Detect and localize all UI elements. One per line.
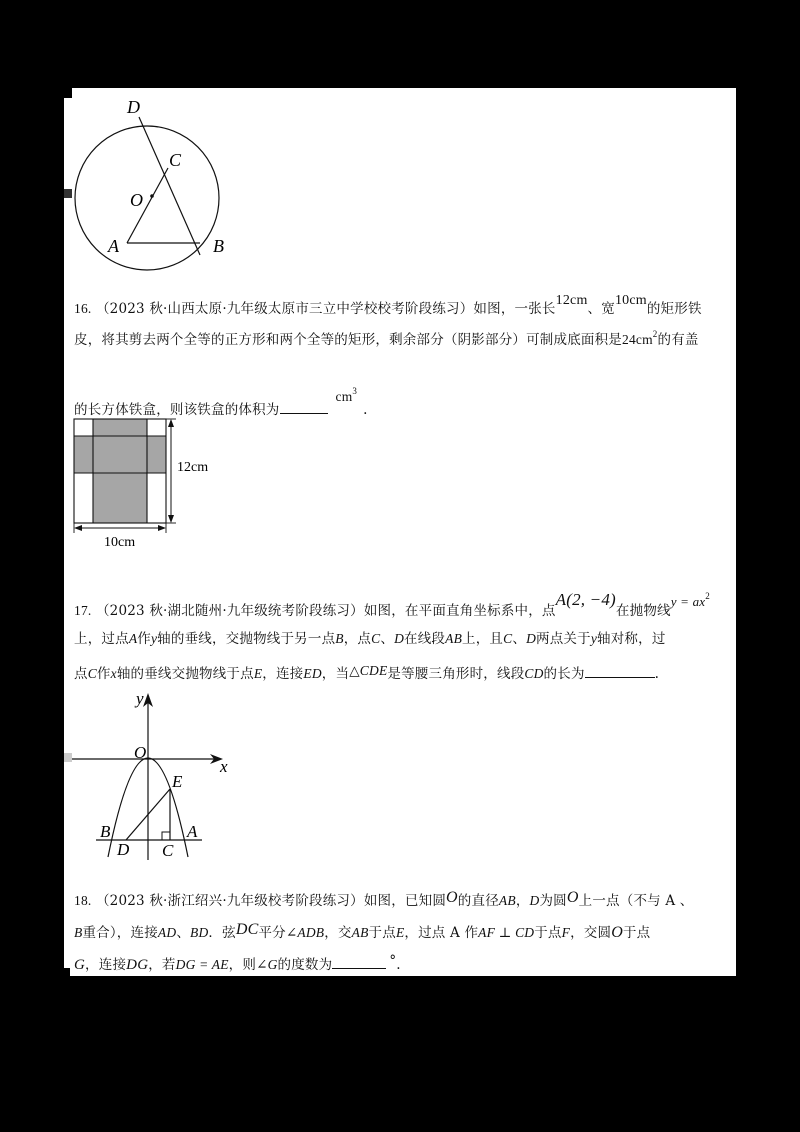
q18-number: 18. bbox=[74, 893, 92, 908]
q17-line-2: 上，过点A作y轴的垂线，交抛物线于另一点B，点C、D在线段AB上，且C、D两点关于y轴对称，过 bbox=[74, 631, 666, 647]
label-A: A bbox=[108, 236, 119, 256]
label-O: O bbox=[134, 743, 147, 762]
q18-line-1: 18. （2023 秋·浙江绍兴·九年级校考阶段练习）如图，已知圆O的直径AB，D为圆O上一点（不与 A 、 bbox=[74, 889, 694, 909]
circle-triangle-figure bbox=[60, 85, 260, 280]
label-E: E bbox=[172, 772, 183, 791]
label-y: y bbox=[136, 689, 144, 708]
label-C: C bbox=[169, 150, 182, 170]
height-label: 12cm bbox=[177, 460, 209, 475]
iron-sheet-figure bbox=[60, 405, 280, 555]
q17-number: 17. bbox=[74, 603, 92, 618]
label-O: O bbox=[130, 190, 143, 210]
parabola-figure bbox=[60, 685, 260, 865]
label-D: D bbox=[127, 97, 140, 117]
label-B: B bbox=[100, 822, 111, 841]
q16-line-1: 16. （2023 秋·山西太原·九年级太原市三立中学校校考阶段练习）如图，一张长12cm、宽10cm的矩形铁 bbox=[74, 293, 702, 317]
q18-line-2: B重合），连接AD、BD．弦DC平分∠ADB，交AB于点E，过点 A 作AF ⊥ CD于点F，交圆O于点 bbox=[74, 921, 651, 941]
q16-line-2: 皮，将其剪去两个全等的正方形和两个全等的矩形，剩余部分（阴影部分）可制成底面积是$24cm^2$的有盖 bbox=[74, 329, 699, 348]
q16-number: 16. bbox=[74, 301, 92, 316]
label-B: B bbox=[213, 236, 224, 256]
label-x: x bbox=[220, 757, 228, 776]
q17-source: （2023 秋·湖北随州·九年级统考阶段练习） bbox=[95, 603, 364, 619]
q18-line-3: G，连接DG，若DG = AE，则∠G的度数为 °. bbox=[74, 953, 401, 973]
q18-source: （2023 秋·浙江绍兴·九年级校考阶段练习） bbox=[95, 893, 364, 909]
label-D: D bbox=[117, 840, 130, 859]
width-label: 10cm bbox=[104, 535, 136, 550]
q16-source: （2023 秋·山西太原·九年级太原市三立中学校校考阶段练习） bbox=[95, 301, 474, 317]
q16-line-3: 的长方体铁盒，则该铁盒的体积为$cm^3$. bbox=[74, 386, 368, 418]
q17-line-1: 17. （2023 秋·湖北随州·九年级统考阶段练习）如图，在平面直角坐标系中，点A(2, −4)在抛物线$y = ax^2$ bbox=[74, 590, 710, 619]
q17-line-3: 点C作x轴的垂线交抛物线于点E，连接ED，当△CDE是等腰三角形时，线段CD的长为 . bbox=[74, 663, 660, 682]
page-corner-mark bbox=[64, 968, 70, 976]
label-A: A bbox=[187, 822, 198, 841]
answer-blank[interactable] bbox=[280, 399, 328, 414]
answer-blank[interactable] bbox=[332, 954, 386, 969]
answer-blank[interactable] bbox=[585, 663, 655, 678]
label-C: C bbox=[162, 841, 174, 860]
